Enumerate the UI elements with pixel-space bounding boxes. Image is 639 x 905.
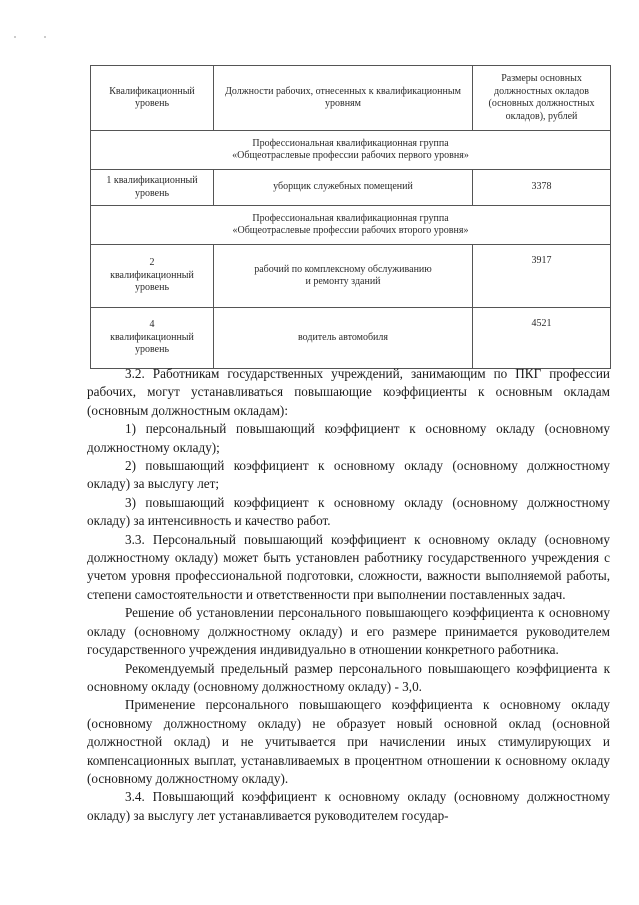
header-level: Квалификационный уровень	[91, 66, 214, 131]
paragraph: 3.4. Повышающий коэффициент к основному окладу (основному должностному окладу) за выслугу лет устанавливается руководителем государ-	[87, 789, 610, 823]
paragraph: Решение об установлении персонального повышающего коэффициента к основному окладу (основному должностному окладу) и его размере принимается руководителем государственного учреждения индивидуально в отношении конкретного работника.	[87, 605, 610, 658]
table-header-row	[91, 66, 611, 131]
level-number: 4	[149, 319, 155, 331]
group-title-line: «Общеотраслевые профессии рабочих первого уровня»	[232, 150, 469, 161]
group-title-line: «Общеотраслевые профессии рабочих второго уровня»	[232, 225, 469, 236]
table-row	[91, 170, 611, 206]
table-row	[91, 245, 611, 308]
group-title-line: Профессиональная квалификационная группа	[252, 137, 449, 149]
cell-position	[214, 245, 473, 308]
cell-level: 1 квалификационный уровень	[91, 170, 214, 206]
position-line: и ремонту зданий	[305, 276, 381, 287]
paragraph: 3.2. Работникам государственных учреждений, занимающим по ПКГ профессии рабочих, могут устанавливаться повышающие коэффициенты к основным окладам (основным должностным окладам):	[87, 366, 610, 418]
group-title-line: Профессиональная квалификационная группа	[252, 212, 449, 224]
cell-position: уборщик служебных помещений	[214, 170, 473, 206]
paragraph: 3) повышающий коэффициент к основному окладу (основному должностному окладу) за интенсивность и качество работ.	[87, 494, 610, 529]
scan-speck	[44, 36, 46, 38]
paragraph: 1) персональный повышающий коэффициент к основному окладу (основному должностному окладу);	[87, 421, 610, 455]
table-row	[91, 308, 611, 369]
level-text: квалификационный уровень	[110, 331, 194, 356]
level-number: 2	[149, 257, 155, 269]
paragraph: 2) повышающий коэффициент к основному окладу (основному должностному окладу) за выслугу лет;	[87, 458, 610, 492]
scan-speck	[14, 36, 16, 38]
paragraph: Применение персонального повышающего коэффициента к основному окладу (основному должностному окладу) не образует новый основной оклад (основной должностной оклад) и не учитывается при начислении иных стимулирующих и компенсационных выплат, устанавливаемых в процентном отношении к основному окладу (основному должностному окладу).	[87, 697, 610, 786]
cell-level	[91, 245, 214, 308]
header-salary: Размеры основных должностных окладов (основных должностных окладов), рублей	[473, 66, 611, 131]
paragraph: 3.3. Персональный повышающий коэффициент к основному окладу (основному должностному окладу) может быть установлен работнику государственного учреждения с учетом уровня профессиональной подготовки, сложности, важности выполняемой работы, степени самостоятельности и ответственности при выполнении поставленных задач.	[87, 531, 610, 602]
paragraph: Рекомендуемый предельный размер персонального повышающего коэффициента к основному окладу (основному должностному окладу) - 3,0.	[87, 660, 610, 694]
header-position: Должности рабочих, отнесенных к квалификационным уровням	[214, 66, 473, 131]
table-group-row	[91, 131, 611, 170]
table-group-row	[91, 206, 611, 245]
cell-position: водитель автомобиля	[214, 308, 473, 369]
group-title	[91, 206, 611, 245]
position-line: рабочий по комплексному обслуживанию	[254, 263, 432, 275]
group-title	[91, 131, 611, 170]
level-text: квалификационный уровень	[110, 269, 194, 294]
body-text	[87, 365, 610, 825]
cell-salary: 3917	[473, 245, 611, 308]
salary-table	[90, 65, 611, 369]
cell-salary: 3378	[473, 170, 611, 206]
cell-level	[91, 308, 214, 369]
cell-salary: 4521	[473, 308, 611, 369]
